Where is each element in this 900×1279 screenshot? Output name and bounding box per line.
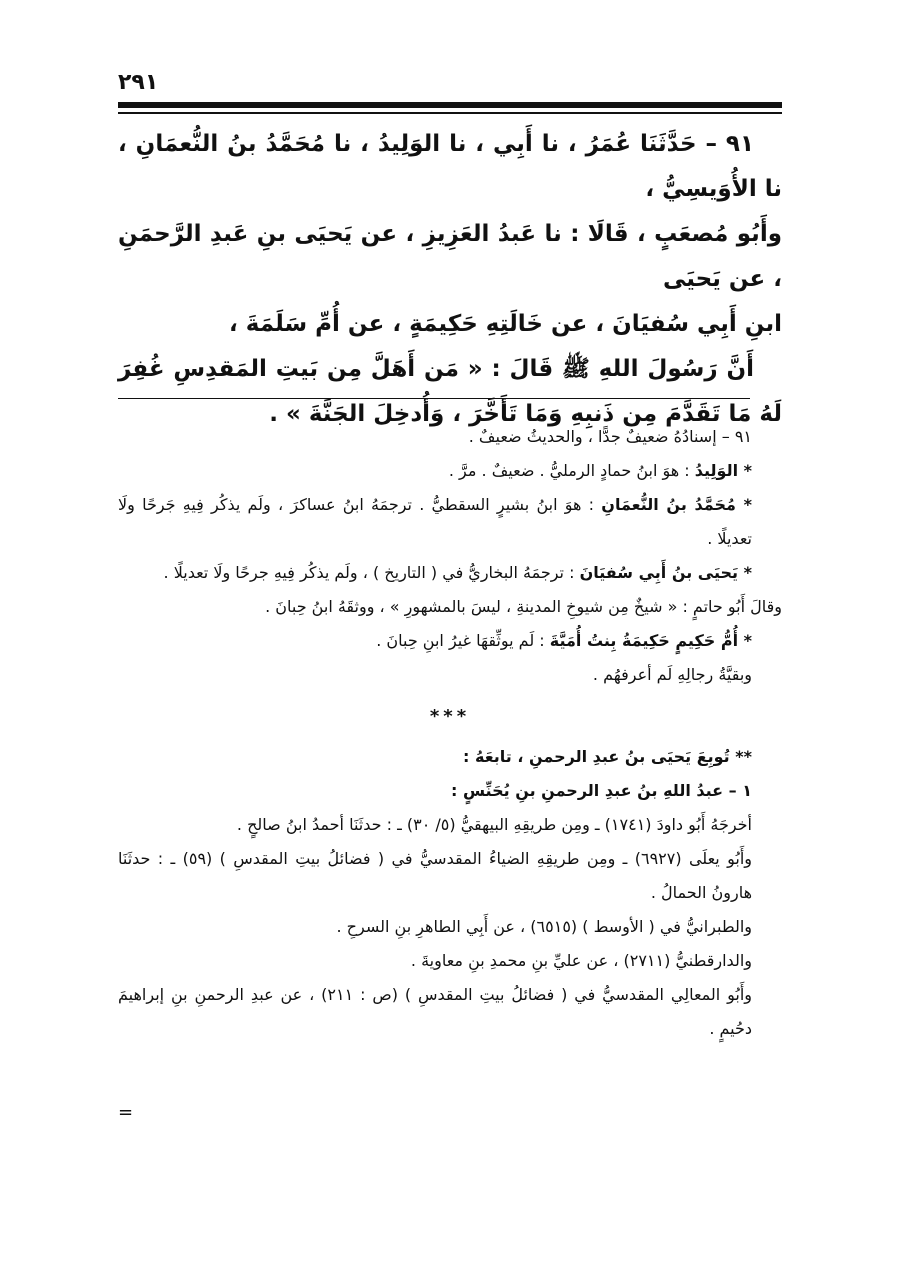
note-narrator-hakima (118, 624, 782, 658)
narrator-name: * مُحَمَّدُ بنُ النُّعمَانِ (601, 495, 752, 514)
narrator-name: * الوَلِيدُ (694, 461, 752, 480)
narrator-name: * أُمُّ حَكِيمٍ حَكِيمَةُ بِنتُ أُمَيَّةَ (549, 631, 752, 650)
footnotes (118, 420, 782, 1046)
narrator-note: : هوَ ابنُ بشيرٍ السقطيُّ . ترجمَهُ ابنُ عساكرَ ، ولَم يذكُر فِيهِ جَرحًا ولَا تعديلًا . (118, 495, 752, 548)
note-follow-up-heading (118, 740, 782, 774)
hadith-isnad-line-2: وأَبُو مُصعَبٍ ، قَالَا : نا عَبدُ العَزِيزِ ، عن يَحيَى بنِ عَبدِ الرَّحمَنِ ، عن يَحيَى (118, 221, 782, 292)
note-narrator-muhammad (118, 488, 782, 556)
header-rule-thick (118, 102, 782, 108)
hadith-isnad-line-3: ابنِ أَبِي سُفيَانَ ، عن خَالَتِهِ حَكِيمَةٍ ، عن أُمِّ سَلَمَةَ ، (229, 311, 782, 337)
hadith-text (118, 122, 782, 437)
note-first-follower (118, 774, 782, 808)
page-number: ٢٩١ (118, 70, 159, 95)
narrator-note: : هوَ ابنُ حمادٍ الرمليُّ . ضعيفٌ . مرَّ . (448, 461, 695, 480)
hadith-matn: أَنَّ رَسُولَ اللهِ ﷺ قَالَ : « مَن أَهَلَّ مِن بَيتِ المَقدِسِ غُفِرَ لَهُ مَا تَقَدَّمَ مِن ذَنبِهِ وَمَا تَأَخَّرَ ، وَأُدخِلَ الجَنَّةَ » . (118, 356, 782, 427)
section-separator-stars: *** (429, 706, 471, 727)
note-source-tabarani: والطبرانيُّ في ( الأوسط ) (٦٥١٥) ، عن أَبِي الطاهرِ بنِ السرحِ . (336, 917, 752, 936)
footnote-separator (118, 398, 750, 399)
note-narrator-walid (118, 454, 782, 488)
note-source-abu-dawud: أخرجَهُ أَبُو داودَ (١٧٤١) ـ ومِن طريقِهِ البيهقيُّ (٥/ ٣٠) ـ : حدثَنَا أحمدُ ابنُ صالحٍ . (236, 815, 752, 834)
note-source-abu-yala: وأَبُو يعلَى (٦٩٢٧) ـ ومِن طريقِهِ الضياءُ المقدسيُّ في ( فضائلُ بيتِ المقدسِ ) (٥٩) ـ : حدثَنَا هارونُ الحمالُ . (118, 849, 753, 902)
narrator-note: : لَم يوثِّقهَا غيرُ ابنِ حِبانَ . (376, 631, 550, 650)
hadith-isnad-line-1: ٩١ – حَدَّثَنَا عُمَرُ ، نا أَبِي ، نا الوَلِيدُ ، نا مُحَمَّدُ بنُ النُّعمَانِ ، نا الأُوَيسِيُّ ، (118, 131, 782, 202)
note-source-daraqutni: والدارقطنيُّ (٢٧١١) ، عن عليِّ بنِ محمدِ بنِ معاويةَ . (410, 951, 752, 970)
narrator-name: * يَحيَى بنُ أَبِي سُفيَانَ (579, 563, 752, 582)
note-narrator-yahya (118, 556, 782, 590)
note-abu-hatim: وقالَ أَبُو حاتمٍ : « شيخٌ مِن شيوخِ المدينةِ ، ليسَ بالمشهورِ » ، ووثقَهُ ابنُ حِبانَ . (265, 597, 782, 616)
header-rule-thin (118, 112, 782, 114)
note-isnad-grade: ٩١ – إسنادُهُ ضعيفٌ جدًّا ، والحديثُ ضعيفٌ . (468, 427, 752, 446)
note-remaining-narrators: وبقيَّةُ رجالِهِ لَم أعرفهُم . (592, 665, 752, 684)
continuation-mark: = (118, 1102, 134, 1123)
follow-up-heading: ** تُوبِعَ يَحيَى بنُ عبدِ الرحمنِ ، تابعَهُ : (463, 747, 752, 766)
follower-name: ١ – عبدُ اللهِ بنُ عبدِ الرحمنِ بنِ يُحَنِّسٍ : (450, 781, 752, 800)
note-source-abu-maali: وأَبُو المعالِي المقدسيُّ في ( فضائلُ بيتِ المقدسِ ) (ص : ٢١١) ، عن عبدِ الرحمنِ بنِ إبراهيمَ دحُيمٍ . (118, 985, 753, 1038)
narrator-note: : ترجمَهُ البخاريُّ في ( التاريخ ) ، ولَم يذكُر فِيهِ جرحًا ولَا تعديلًا . (163, 563, 580, 582)
